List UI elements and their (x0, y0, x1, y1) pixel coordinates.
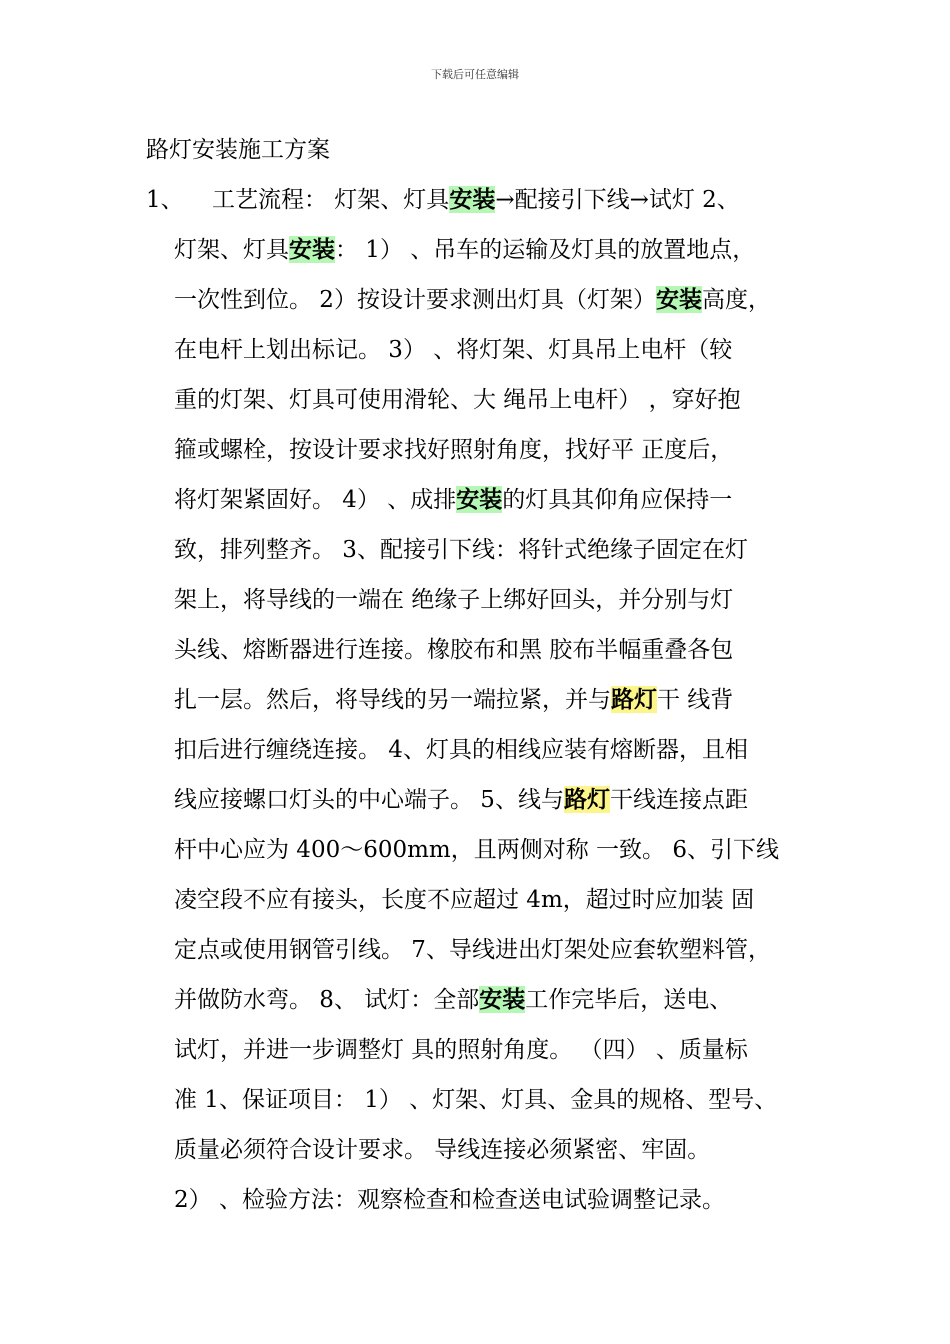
highlighted-keyword: 路灯 (611, 686, 657, 713)
list-number: 1、 (146, 187, 184, 213)
text-line (0, 682, 950, 732)
text-segment: 致，排列整齐。 3、配接引下线：将针式绝缘子固定在灯 (174, 537, 748, 563)
text-line (0, 782, 950, 832)
text-segment: →配接引下线→试灯 2、 (495, 187, 740, 213)
text-segment: 准 1、保证项目： 1） 、灯架、灯具、金具的规格、型号、 (174, 1087, 778, 1113)
highlighted-keyword: 安装 (655, 286, 702, 313)
highlighted-keyword: 安装 (449, 186, 496, 213)
text-line (0, 1082, 950, 1132)
text-segment: 并做防水弯。 8、 试灯：全部 (174, 987, 480, 1013)
text-segment: 在电杆上划出标记。 3） 、将灯架、灯具吊上电杆（较 (174, 337, 733, 363)
text-line (0, 532, 950, 582)
text-segment: 扣后进行缠绕连接。 4、灯具的相线应装有熔断器，且相 (174, 737, 748, 763)
text-line (0, 182, 950, 232)
text-segment: 扎一层。然后，将导线的另一端拉紧，并与 (174, 687, 611, 713)
highlighted-keyword: 路灯 (563, 786, 610, 813)
text-segment: 2） 、检验方法：观察检查和检查送电试验调整记录。 (174, 1187, 725, 1213)
text-segment: 一次性到位。 2）按设计要求测出灯具（灯架） (174, 287, 656, 313)
text-segment: 工作完毕后，送电、 (525, 987, 733, 1013)
text-segment: 箍或螺栓，按设计要求找好照射角度，找好平 正度后， (174, 437, 734, 463)
text-line (0, 282, 950, 332)
text-line (0, 232, 950, 282)
text-segment: 高度， (701, 287, 771, 313)
text-segment: 定点或使用钢管引线。 7、导线进出灯架处应套软塑料管， (174, 937, 771, 963)
text-line (0, 382, 950, 432)
text-segment: 试灯，并进一步调整灯 具的照射角度。 （四） 、质量标 (174, 1037, 748, 1063)
text-line (0, 932, 950, 982)
highlighted-keyword: 安装 (289, 236, 335, 263)
text-segment: 杆中心应为 400～600mm，且两侧对称 一致。 6、引下线 (174, 837, 779, 863)
text-segment: 架上，将导线的一端在 绝缘子上绑好回头，并分别与灯 (174, 587, 734, 613)
text-line (0, 882, 950, 932)
text-line (0, 432, 950, 482)
text-segment: 工艺流程： 灯架、灯具 (212, 187, 450, 213)
document-title: 路灯安装施工方案 (146, 137, 330, 163)
text-segment: 的灯具其仰角应保持一 (502, 487, 733, 513)
text-segment: 线应接螺口灯头的中心端子。 5、线与 (174, 787, 564, 813)
text-segment: 干 线背 (657, 687, 734, 713)
text-segment: 凌空段不应有接头，长度不应超过 4m，超过时应加装 固 (174, 887, 755, 913)
highlighted-keyword: 安装 (479, 986, 526, 1013)
text-line (0, 632, 950, 682)
text-line (0, 482, 950, 532)
text-line (0, 732, 950, 782)
text-segment: 干线连接点距 (609, 787, 748, 813)
text-segment: 将灯架紧固好。 4） 、成排 (174, 487, 457, 513)
text-line (0, 1182, 950, 1232)
highlighted-keyword: 安装 (456, 486, 503, 513)
document-body (0, 182, 950, 1232)
text-line (0, 582, 950, 632)
text-line (0, 832, 950, 882)
text-segment: 重的灯架、灯具可使用滑轮、大 绳吊上电杆） ，穿好抱 (174, 387, 741, 413)
text-line (0, 1132, 950, 1182)
text-line (0, 982, 950, 1032)
text-segment: 头线、熔断器进行连接。橡胶布和黑 胶布半幅重叠各包 (174, 637, 734, 663)
text-segment: ： 1） 、吊车的运输及灯具的放置地点， (335, 237, 756, 263)
text-segment: 灯架、灯具 (174, 237, 289, 263)
text-line (0, 1032, 950, 1082)
text-segment: 质量必须符合设计要求。 导线连接必须紧密、牢固。 (174, 1137, 711, 1163)
text-line (0, 332, 950, 382)
page-header: 下载后可任意编辑 (431, 68, 519, 81)
